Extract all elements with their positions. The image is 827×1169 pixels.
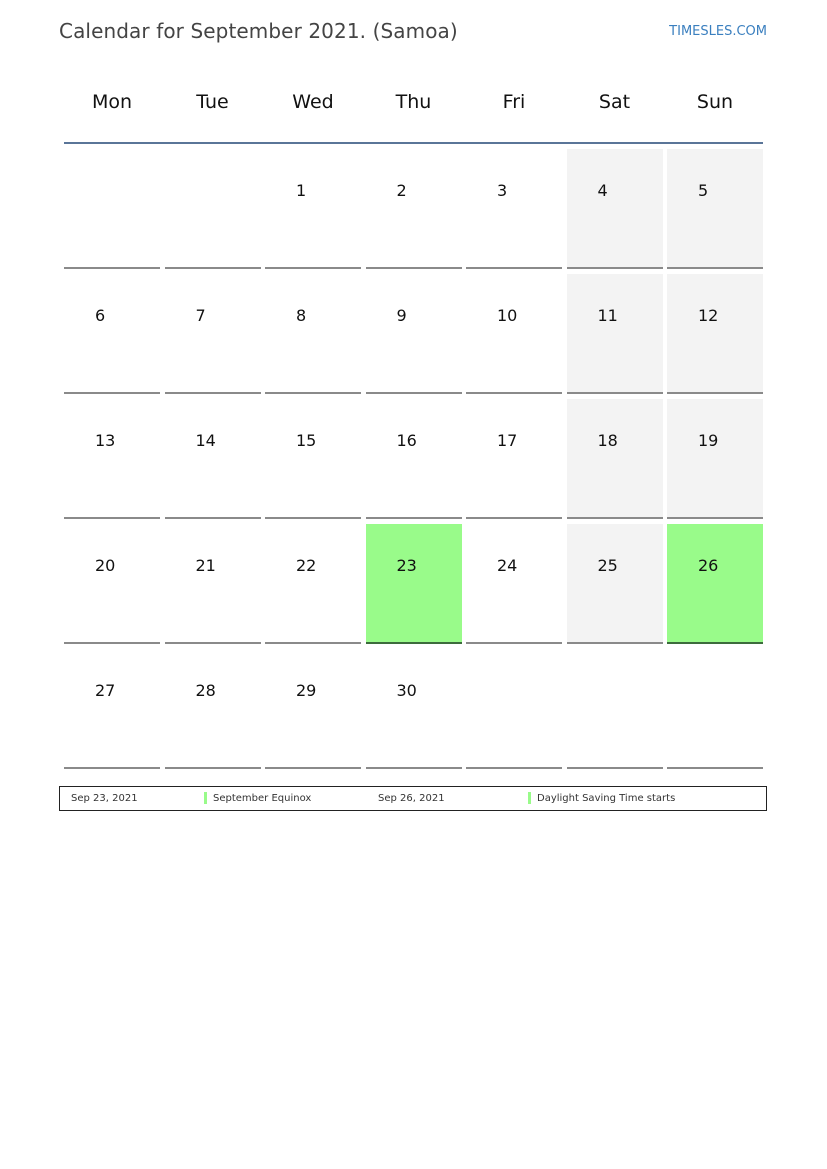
week-row: [64, 524, 763, 644]
day-number: 2: [396, 181, 407, 200]
weekday-sat: Sat: [598, 91, 631, 113]
day-cell: [466, 524, 562, 644]
day-number: 15: [296, 431, 317, 450]
day-number: 22: [296, 556, 317, 575]
day-number: 25: [597, 556, 618, 575]
day-cell: [466, 274, 562, 394]
weekday-fri: Fri: [502, 91, 526, 113]
weekday-thu: Thu: [395, 91, 432, 113]
day-cell-empty: [466, 649, 562, 769]
day-number: 14: [195, 431, 216, 450]
day-cell: [366, 399, 462, 519]
day-cell: [265, 274, 361, 394]
day-number: 20: [95, 556, 116, 575]
day-cell-event: [667, 524, 763, 644]
day-number: 29: [296, 681, 317, 700]
day-number: 12: [698, 306, 719, 325]
day-number: 17: [497, 431, 518, 450]
day-number: 16: [396, 431, 417, 450]
day-number: 6: [95, 306, 106, 325]
day-cell: [64, 149, 160, 269]
day-cell-weekend: [667, 399, 763, 519]
legend-marker: [204, 792, 207, 804]
legend-date: Sep 23, 2021: [71, 793, 138, 804]
day-number: 21: [195, 556, 216, 575]
legend-date: Sep 26, 2021: [378, 793, 445, 804]
day-cell-weekend: [567, 274, 663, 394]
day-number: 13: [95, 431, 116, 450]
day-cell-empty: [567, 649, 663, 769]
day-cell: [265, 149, 361, 269]
day-cell-empty: [667, 649, 763, 769]
day-cell: [265, 399, 361, 519]
day-cell: [366, 274, 462, 394]
day-cell-weekend: [667, 274, 763, 394]
day-cell-weekend: [567, 149, 663, 269]
day-number: 5: [698, 181, 709, 200]
weekday-header: [64, 62, 763, 144]
weekday-wed: Wed: [292, 91, 334, 113]
day-cell: [165, 274, 261, 394]
day-number: 28: [195, 681, 216, 700]
legend-marker: [528, 792, 531, 804]
day-cell: [366, 649, 462, 769]
day-cell: [466, 399, 562, 519]
day-number: 3: [497, 181, 508, 200]
day-cell: [466, 149, 562, 269]
week-row: [64, 274, 763, 394]
day-number: 9: [396, 306, 407, 325]
day-number: 10: [497, 306, 518, 325]
day-number: 11: [597, 306, 618, 325]
events-legend: [59, 786, 767, 811]
legend-event-name: Daylight Saving Time starts: [537, 793, 676, 804]
week-row: [64, 399, 763, 519]
day-number: 27: [95, 681, 116, 700]
week-row: [64, 149, 763, 269]
day-number: 4: [597, 181, 608, 200]
page-title: Calendar for September 2021. (Samoa): [59, 19, 458, 43]
day-cell: [64, 399, 160, 519]
day-cell-weekend: [667, 149, 763, 269]
day-cell-event: [366, 524, 462, 644]
day-cell: [64, 274, 160, 394]
day-cell-weekend: [567, 399, 663, 519]
day-number: 8: [296, 306, 307, 325]
calendar-grid: [64, 62, 763, 769]
weekday-tue: Tue: [196, 91, 229, 113]
day-cell: [366, 149, 462, 269]
day-cell: [165, 149, 261, 269]
site-link[interactable]: TIMESLES.COM: [669, 24, 767, 39]
day-cell: [64, 524, 160, 644]
week-row: [64, 649, 763, 769]
day-number: 18: [597, 431, 618, 450]
day-cell: [165, 399, 261, 519]
day-number: 19: [698, 431, 719, 450]
weekday-mon: Mon: [91, 91, 133, 113]
day-cell: [165, 524, 261, 644]
day-number: 24: [497, 556, 518, 575]
day-cell-weekend: [567, 524, 663, 644]
day-cell: [265, 524, 361, 644]
weekday-sun: Sun: [696, 91, 734, 113]
day-cell: [265, 649, 361, 769]
day-cell: [64, 649, 160, 769]
day-cell: [165, 649, 261, 769]
day-number: 1: [296, 181, 307, 200]
day-number: 7: [195, 306, 206, 325]
legend-event-name: September Equinox: [213, 793, 312, 804]
day-number: 23: [396, 556, 417, 575]
day-number: 26: [698, 556, 719, 575]
day-number: 30: [396, 681, 417, 700]
